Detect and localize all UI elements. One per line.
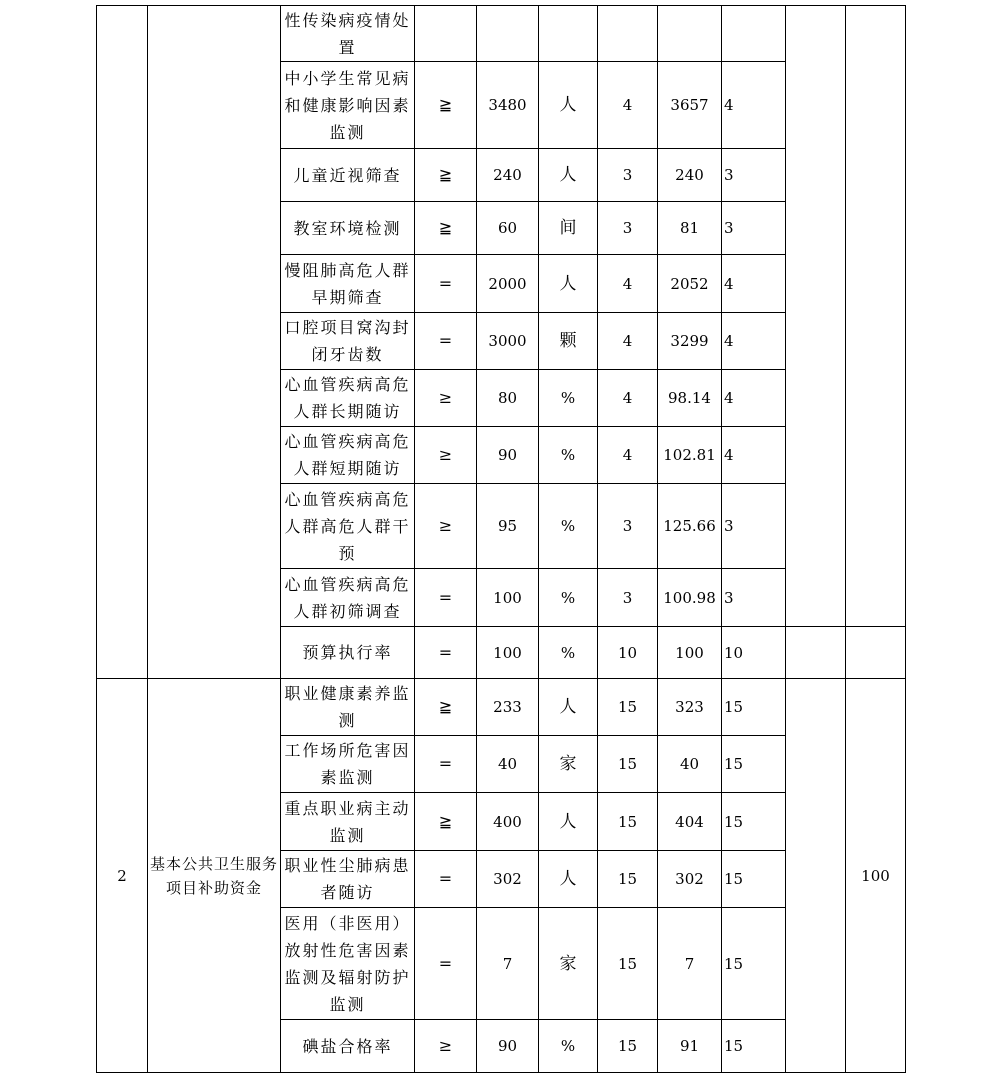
target-value-cell: 400 bbox=[477, 793, 539, 851]
unit-cell: 家 bbox=[539, 736, 598, 793]
actual-value-cell: 100 bbox=[658, 627, 722, 679]
target-value-cell: 100 bbox=[477, 569, 539, 627]
comparator-cell: ≥ bbox=[415, 370, 477, 427]
target-value-cell: 95 bbox=[477, 484, 539, 569]
actual-value-cell: 102.81 bbox=[658, 427, 722, 484]
target-value-cell: 40 bbox=[477, 736, 539, 793]
comparator-cell: ≥ bbox=[415, 484, 477, 569]
score-cell: 15 bbox=[722, 908, 786, 1020]
weight-cell: 10 bbox=[598, 627, 658, 679]
weight-cell: 4 bbox=[598, 370, 658, 427]
score-cell: 10 bbox=[722, 627, 786, 679]
unit-cell: % bbox=[539, 569, 598, 627]
actual-value-cell: 302 bbox=[658, 851, 722, 908]
performance-table bbox=[96, 5, 906, 1073]
indicator-cell: 预算执行率 bbox=[281, 627, 415, 679]
comparator-cell: ≧ bbox=[415, 149, 477, 202]
unit-cell: 家 bbox=[539, 908, 598, 1020]
unit-cell: 人 bbox=[539, 62, 598, 149]
score-cell: 15 bbox=[722, 851, 786, 908]
unit-cell: 人 bbox=[539, 149, 598, 202]
indicator-cell: 职业健康素养监测 bbox=[281, 679, 415, 736]
score-cell bbox=[722, 6, 786, 62]
target-value-cell: 90 bbox=[477, 427, 539, 484]
score-cell: 15 bbox=[722, 793, 786, 851]
total-score-cell bbox=[846, 627, 906, 679]
unit-cell: % bbox=[539, 427, 598, 484]
actual-value-cell: 3657 bbox=[658, 62, 722, 149]
weight-cell bbox=[598, 6, 658, 62]
actual-value-cell: 323 bbox=[658, 679, 722, 736]
comparator-cell bbox=[415, 6, 477, 62]
target-value-cell: 3480 bbox=[477, 62, 539, 149]
score-cell: 15 bbox=[722, 1020, 786, 1073]
score-cell: 3 bbox=[722, 149, 786, 202]
unit-cell: % bbox=[539, 1020, 598, 1073]
target-value-cell: 90 bbox=[477, 1020, 539, 1073]
actual-value-cell: 40 bbox=[658, 736, 722, 793]
comparator-cell: = bbox=[415, 908, 477, 1020]
weight-cell: 15 bbox=[598, 908, 658, 1020]
target-value-cell: 240 bbox=[477, 149, 539, 202]
indicator-cell: 心血管疾病高危人群长期随访 bbox=[281, 370, 415, 427]
total-score-cell: 100 bbox=[846, 679, 906, 1073]
weight-cell: 4 bbox=[598, 427, 658, 484]
unit-cell: 人 bbox=[539, 851, 598, 908]
score-cell: 4 bbox=[722, 427, 786, 484]
indicator-cell: 碘盐合格率 bbox=[281, 1020, 415, 1073]
target-value-cell: 302 bbox=[477, 851, 539, 908]
weight-cell: 3 bbox=[598, 202, 658, 255]
target-value-cell: 3000 bbox=[477, 313, 539, 370]
target-value-cell: 2000 bbox=[477, 255, 539, 313]
remark-cell bbox=[786, 6, 846, 627]
weight-cell: 4 bbox=[598, 62, 658, 149]
unit-cell: % bbox=[539, 627, 598, 679]
total-score-cell bbox=[846, 6, 906, 627]
project-cell: 基本公共卫生服务项目补助资金 bbox=[148, 679, 281, 1073]
comparator-cell: ≥ bbox=[415, 1020, 477, 1073]
comparator-cell: ≥ bbox=[415, 427, 477, 484]
target-value-cell: 60 bbox=[477, 202, 539, 255]
actual-value-cell: 404 bbox=[658, 793, 722, 851]
score-cell: 15 bbox=[722, 679, 786, 736]
comparator-cell: = bbox=[415, 851, 477, 908]
actual-value-cell bbox=[658, 6, 722, 62]
indicator-cell: 心血管疾病高危人群高危人群干预 bbox=[281, 484, 415, 569]
table-row bbox=[97, 679, 906, 736]
actual-value-cell: 98.14 bbox=[658, 370, 722, 427]
project-cell bbox=[148, 6, 281, 679]
unit-cell: 人 bbox=[539, 793, 598, 851]
score-cell: 15 bbox=[722, 736, 786, 793]
weight-cell: 15 bbox=[598, 1020, 658, 1073]
weight-cell: 15 bbox=[598, 679, 658, 736]
indicator-cell: 中小学生常见病和健康影响因素监测 bbox=[281, 62, 415, 149]
comparator-cell: ≧ bbox=[415, 62, 477, 149]
target-value-cell: 233 bbox=[477, 679, 539, 736]
target-value-cell: 7 bbox=[477, 908, 539, 1020]
comparator-cell: ≧ bbox=[415, 202, 477, 255]
actual-value-cell: 240 bbox=[658, 149, 722, 202]
unit-cell: 间 bbox=[539, 202, 598, 255]
comparator-cell: = bbox=[415, 313, 477, 370]
score-cell: 3 bbox=[722, 569, 786, 627]
comparator-cell: ≧ bbox=[415, 793, 477, 851]
target-value-cell: 80 bbox=[477, 370, 539, 427]
unit-cell: 颗 bbox=[539, 313, 598, 370]
score-cell: 3 bbox=[722, 484, 786, 569]
comparator-cell: = bbox=[415, 255, 477, 313]
score-cell: 4 bbox=[722, 370, 786, 427]
weight-cell: 15 bbox=[598, 851, 658, 908]
remark-cell bbox=[786, 627, 846, 679]
indicator-cell: 医用（非医用）放射性危害因素监测及辐射防护监测 bbox=[281, 908, 415, 1020]
weight-cell: 15 bbox=[598, 736, 658, 793]
actual-value-cell: 81 bbox=[658, 202, 722, 255]
actual-value-cell: 7 bbox=[658, 908, 722, 1020]
unit-cell: 人 bbox=[539, 255, 598, 313]
weight-cell: 3 bbox=[598, 149, 658, 202]
actual-value-cell: 100.98 bbox=[658, 569, 722, 627]
indicator-cell: 性传染病疫情处置 bbox=[281, 6, 415, 62]
seq-cell: 2 bbox=[97, 679, 148, 1073]
indicator-cell: 工作场所危害因素监测 bbox=[281, 736, 415, 793]
weight-cell: 4 bbox=[598, 313, 658, 370]
score-cell: 4 bbox=[722, 62, 786, 149]
indicator-cell: 口腔项目窝沟封闭牙齿数 bbox=[281, 313, 415, 370]
actual-value-cell: 125.66 bbox=[658, 484, 722, 569]
unit-cell: % bbox=[539, 370, 598, 427]
table-row bbox=[97, 6, 906, 62]
actual-value-cell: 91 bbox=[658, 1020, 722, 1073]
score-cell: 4 bbox=[722, 313, 786, 370]
target-value-cell: 100 bbox=[477, 627, 539, 679]
indicator-cell: 重点职业病主动监测 bbox=[281, 793, 415, 851]
comparator-cell: = bbox=[415, 627, 477, 679]
remark-cell bbox=[786, 679, 846, 1073]
comparator-cell: = bbox=[415, 569, 477, 627]
indicator-cell: 教室环境检测 bbox=[281, 202, 415, 255]
indicator-cell: 心血管疾病高危人群初筛调查 bbox=[281, 569, 415, 627]
actual-value-cell: 3299 bbox=[658, 313, 722, 370]
score-cell: 4 bbox=[722, 255, 786, 313]
unit-cell bbox=[539, 6, 598, 62]
target-value-cell bbox=[477, 6, 539, 62]
indicator-cell: 心血管疾病高危人群短期随访 bbox=[281, 427, 415, 484]
comparator-cell: = bbox=[415, 736, 477, 793]
actual-value-cell: 2052 bbox=[658, 255, 722, 313]
indicator-cell: 儿童近视筛查 bbox=[281, 149, 415, 202]
indicator-cell: 职业性尘肺病患者随访 bbox=[281, 851, 415, 908]
weight-cell: 3 bbox=[598, 569, 658, 627]
unit-cell: 人 bbox=[539, 679, 598, 736]
weight-cell: 4 bbox=[598, 255, 658, 313]
indicator-cell: 慢阻肺高危人群早期筛查 bbox=[281, 255, 415, 313]
score-cell: 3 bbox=[722, 202, 786, 255]
weight-cell: 3 bbox=[598, 484, 658, 569]
weight-cell: 15 bbox=[598, 793, 658, 851]
comparator-cell: ≧ bbox=[415, 679, 477, 736]
unit-cell: % bbox=[539, 484, 598, 569]
seq-cell bbox=[97, 6, 148, 679]
